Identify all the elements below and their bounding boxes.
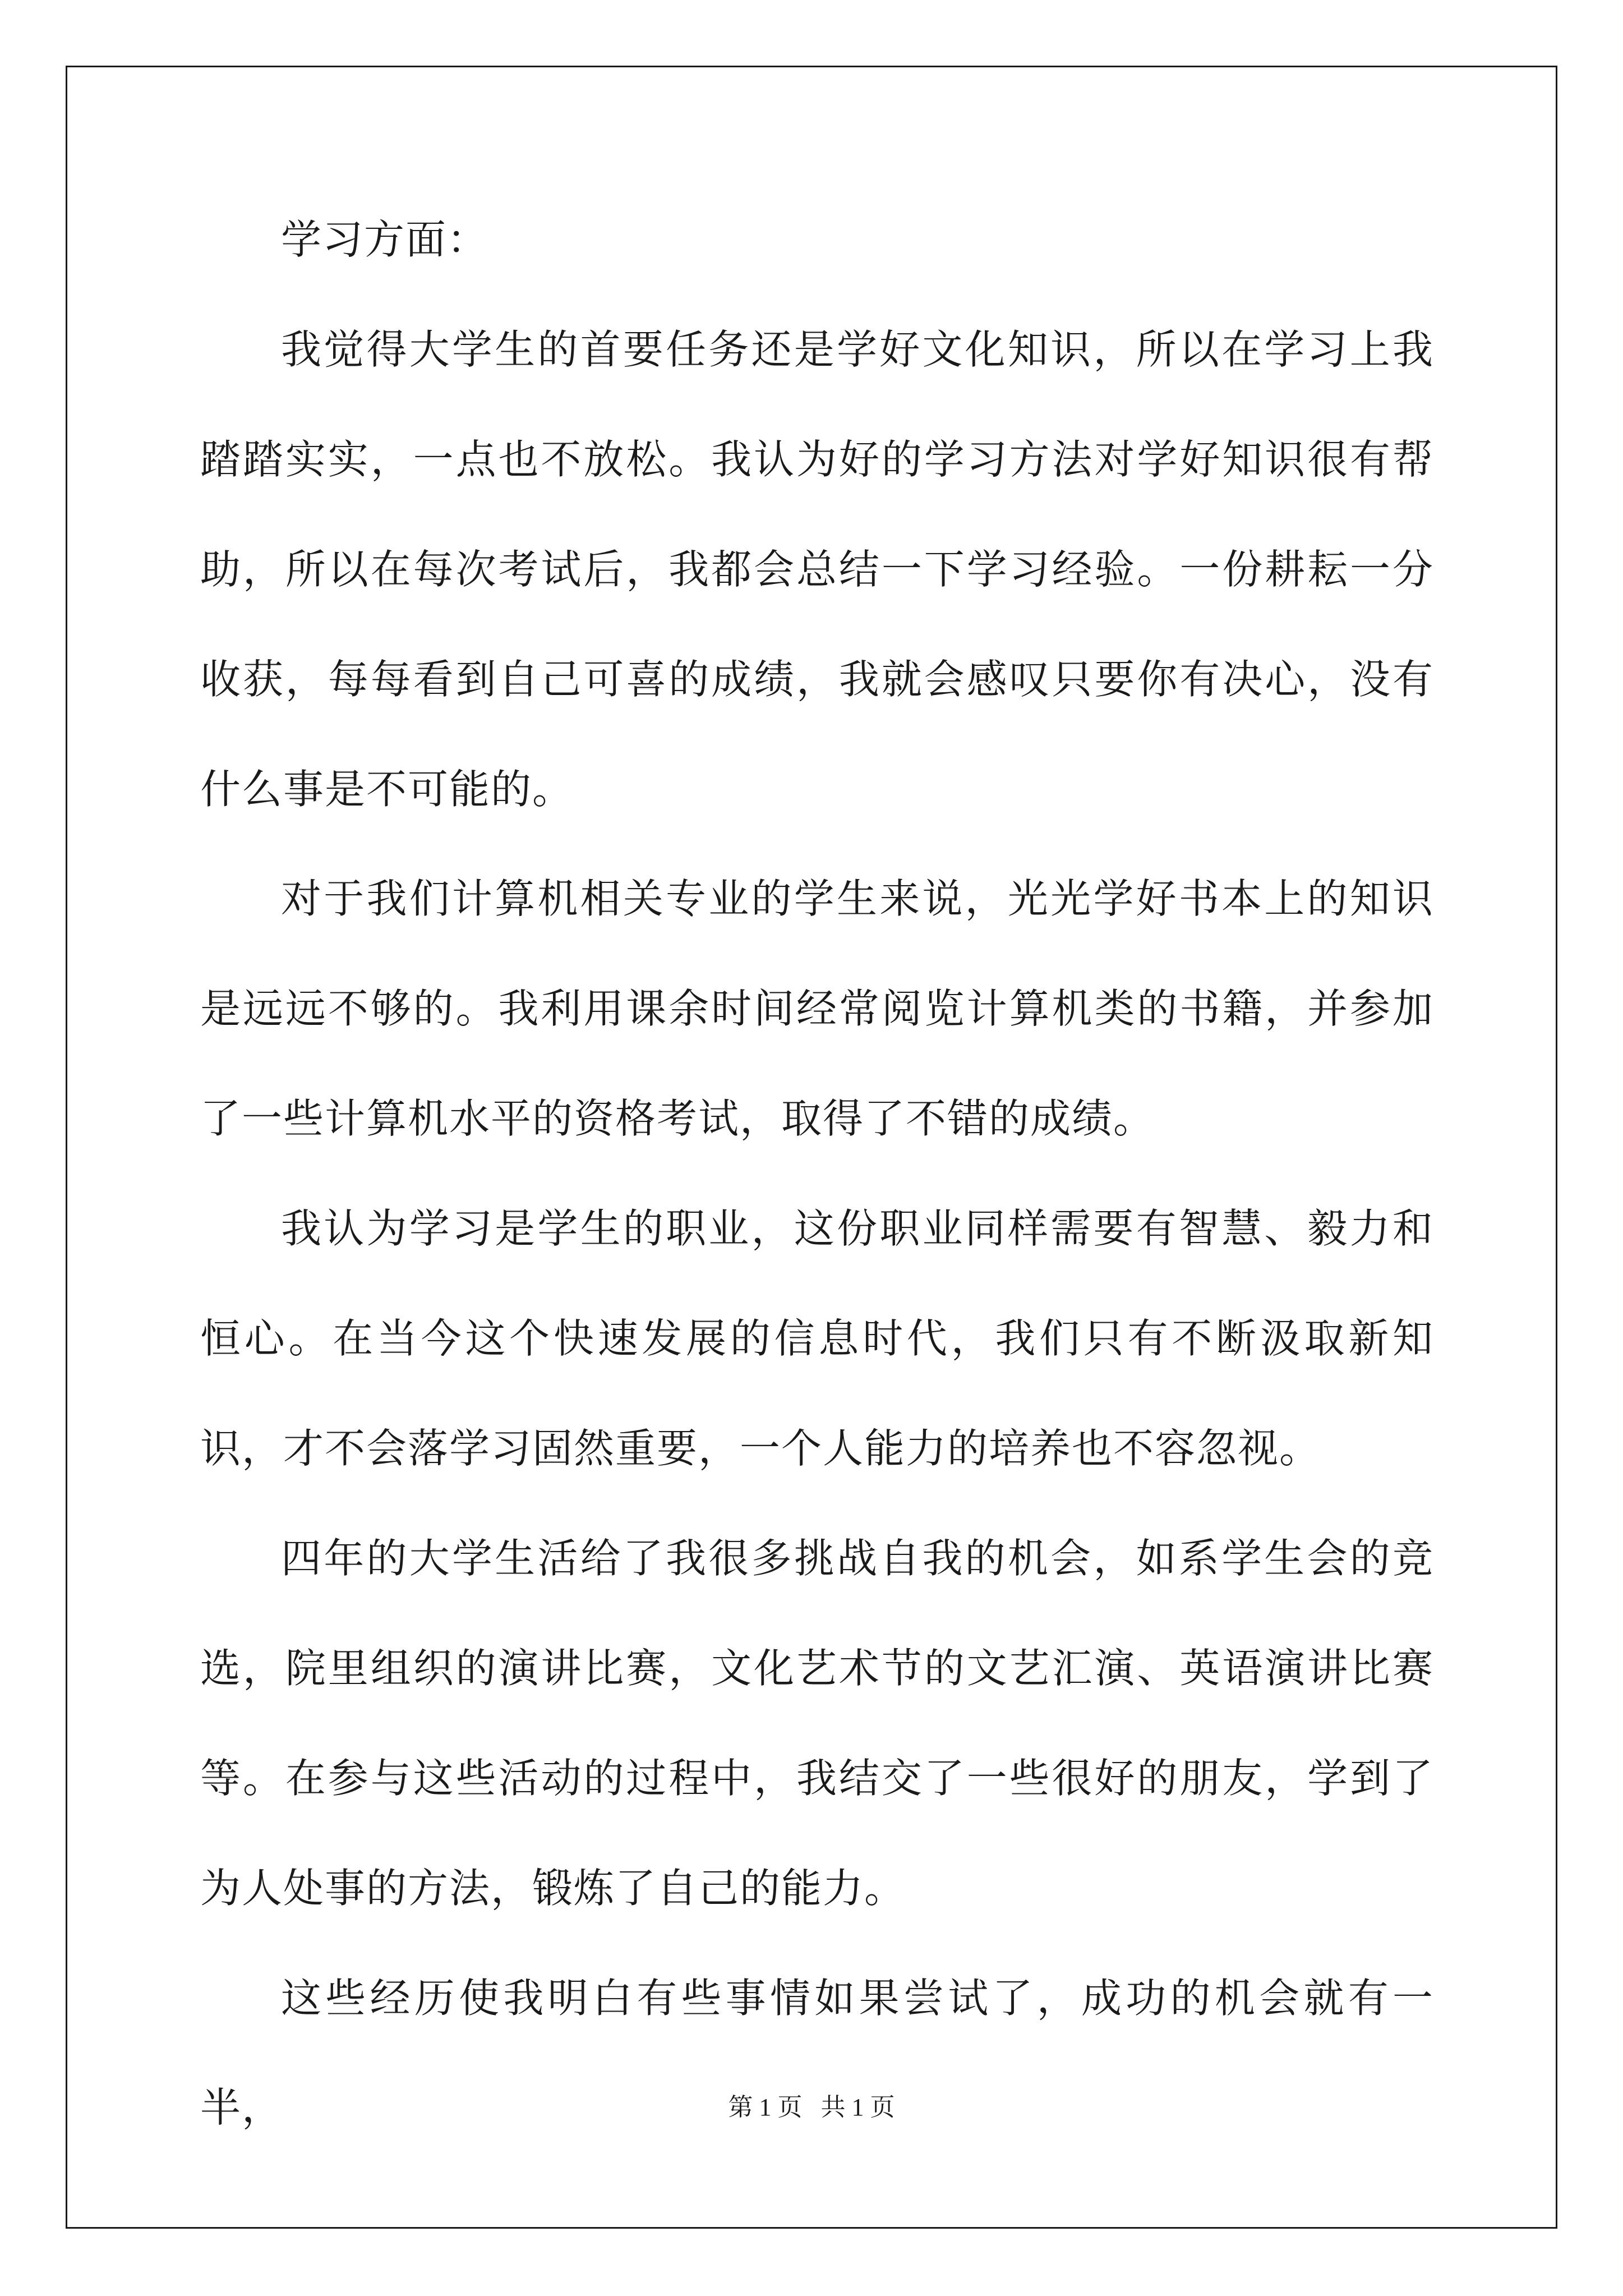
document-body — [200, 185, 1434, 2163]
paragraph-computer-major: 对于我们计算机相关专业的学生来说，光光学好书本上的知识是远远不够的。我利用课余时间经常阅览计算机类的书籍，并参加了一些计算机水平的资格考试，取得了不错的成绩。 — [200, 875, 1434, 1143]
paragraph-experience: 这些经历使我明白有些事情如果尝试了，成功的机会就有一半， — [200, 1974, 1434, 2132]
paragraph-activities: 四年的大学生活给了我很多挑战自我的机会，如系学生会的竞选，院里组织的演讲比赛，文化艺术节的文艺汇演、英语演讲比赛等。在参与这些活动的过程中，我结交了一些很好的朋友，学到了为人处事的方法，锻炼了自己的能力。 — [200, 1534, 1434, 1912]
paragraph-study: 我觉得大学生的首要任务还是学好文化知识，所以在学习上我踏踏实实，一点也不放松。我认为好的学习方法对学好知识很有帮助，所以在每次考试后，我都会总结一下学习经验。一份耕耘一分收获，每每看到自己可喜的成绩，我就会感叹只要你有决心，没有什么事是不可能的。 — [200, 325, 1434, 813]
section-heading: 学习方面： — [281, 216, 489, 263]
paragraph-learning-career: 我认为学习是学生的职业，这份职业同样需要有智慧、毅力和恒心。在当今这个快速发展的信息时代，我们只有不断汲取新知识，才不会落学习固然重要，一个人能力的培养也不容忽视。 — [200, 1205, 1434, 1472]
page-number-footer: 第 1 页 共 1 页 — [728, 2093, 895, 2121]
